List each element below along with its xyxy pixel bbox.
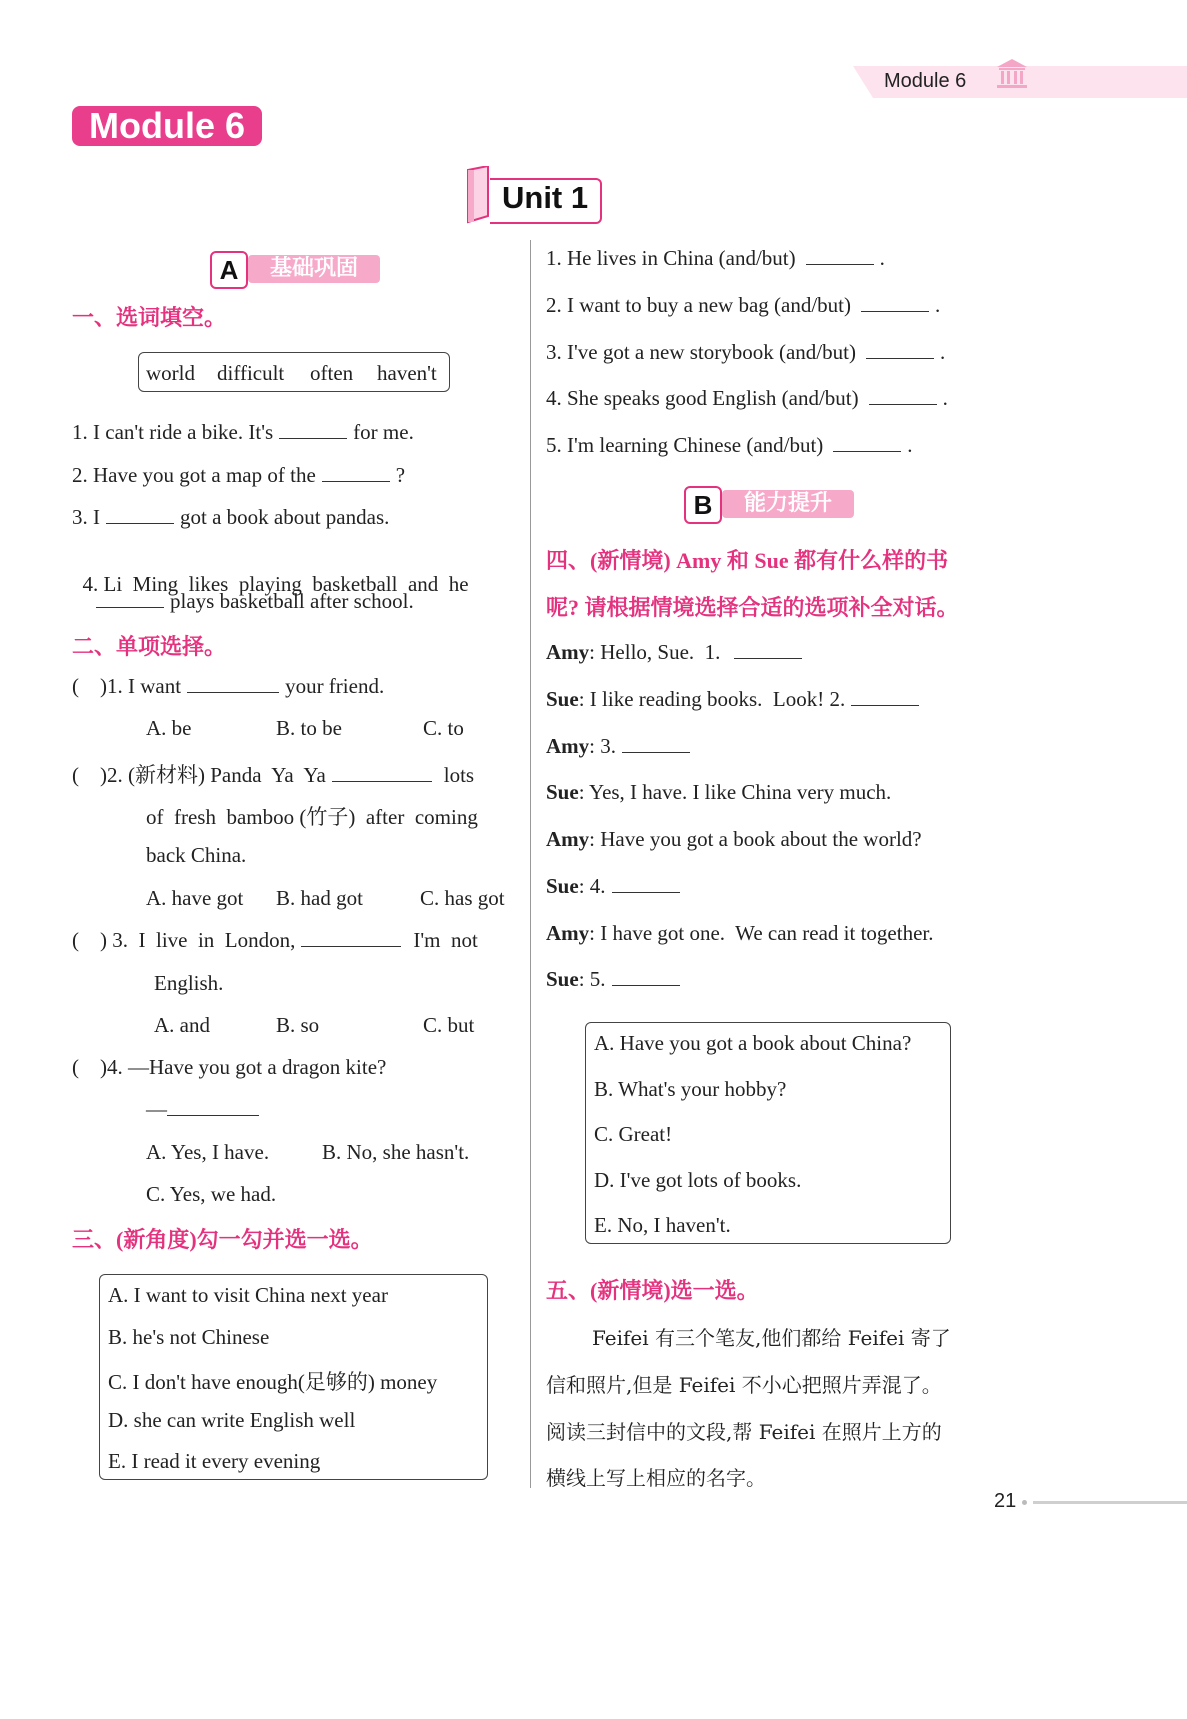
right-item-text: 3. I've got a new storybook (and/but) (546, 340, 856, 364)
word-bank-word: difficult (217, 361, 285, 385)
answer-blank[interactable] (279, 437, 347, 439)
dialogue-text: 4. (589, 874, 606, 898)
q3-option[interactable]: D. she can write English well (108, 1408, 356, 1432)
q2-item-4 (72, 1055, 386, 1080)
page-number-rule (1033, 1501, 1187, 1504)
q3-option[interactable]: C. I don't have enough(足够的) money (108, 1370, 438, 1394)
answer-blank[interactable] (322, 480, 390, 482)
module-tab-label: Module 6 (884, 70, 967, 92)
option[interactable]: B. had got (276, 886, 363, 910)
q2-item-text: lots (443, 763, 475, 787)
q1-item-4-cont (90, 589, 414, 614)
q1-item-text: for me. (353, 420, 414, 444)
option[interactable]: B. No, she hasn't. (322, 1140, 470, 1164)
dialogue-line: Amy: 3. (546, 734, 696, 759)
q2-item-4-cont (146, 1097, 265, 1122)
answer-paren[interactable]: ( (72, 674, 100, 698)
q5-paragraph: Feifei 有三个笔友,他们都给 Feifei 寄了 (592, 1326, 951, 1350)
option[interactable]: C. Yes, we had. (146, 1182, 277, 1206)
section-b-letter: B (684, 486, 722, 524)
q1-item-text: 4. Li Ming likes playing basketball and he (82, 572, 469, 596)
option[interactable]: A. be (146, 716, 192, 740)
q4-heading: 四、(新情境) Amy 和 Sue 都有什么样的书 (546, 548, 949, 573)
q2-item-text: your friend. (285, 674, 385, 698)
dialogue-text: I like reading books. Look! 2. (589, 687, 846, 711)
answer-blank[interactable] (861, 310, 929, 312)
speaker: Amy (546, 921, 590, 945)
q3-heading: 三、(新角度)勾一勾并选一选。 (72, 1227, 373, 1252)
option[interactable]: A. and (154, 1013, 210, 1037)
right-item-text: . (935, 293, 941, 317)
dialogue-text: Have you got a book about the world? (600, 827, 922, 851)
q4-option[interactable]: A. Have you got a book about China? (594, 1031, 912, 1055)
q2-item-1 (72, 674, 384, 699)
q1-item-text: got a book about pandas. (180, 505, 390, 529)
answer-paren[interactable]: ( (72, 1055, 100, 1079)
section-b-badge (684, 488, 854, 518)
q1-item-text: 2. Have you got a map of the (72, 463, 316, 487)
dialogue-line: Sue: Yes, I have. I like China very much. (546, 780, 892, 804)
right-item-text: . (942, 386, 948, 410)
q2-item-text: I'm not (413, 928, 478, 952)
answer-blank[interactable] (866, 357, 934, 359)
right-item-5 (546, 433, 913, 458)
speaker: Amy (546, 734, 590, 758)
dialogue-line: Amy: Hello, Sue. 1. (546, 640, 808, 665)
answer-blank[interactable] (332, 780, 432, 782)
dialogue-line: Amy: I have got one. We can read it together. (546, 921, 934, 945)
section-b-label: 能力提升 (722, 490, 854, 518)
dialogue-text: 5. (589, 967, 606, 991)
option[interactable]: C. but (423, 1013, 475, 1037)
answer-blank[interactable] (734, 657, 802, 659)
q1-item-text: 3. I (72, 505, 100, 529)
module-title (72, 106, 262, 146)
q3-option[interactable]: B. he's not Chinese (108, 1325, 270, 1349)
q2-item-text: — (146, 1097, 167, 1121)
dialogue-line: Sue: 5. (546, 967, 686, 992)
module-title-text: Module 6 (88, 105, 245, 146)
right-item-2 (546, 293, 940, 318)
q2-item-text: )4. —Have you got a dragon kite? (100, 1055, 387, 1079)
q4-option[interactable]: E. No, I haven't. (594, 1213, 731, 1237)
right-item-text: 2. I want to buy a new bag (and/but) (546, 293, 852, 317)
q4-option[interactable]: C. Great! (594, 1122, 673, 1146)
q5-paragraph: 横线上写上相应的名字。 (546, 1466, 766, 1490)
museum-icon (994, 56, 1030, 92)
speaker: Amy (546, 640, 590, 664)
page-number-dot (1022, 1500, 1027, 1505)
q2-item-2-cont: of fresh bamboo (竹子) after coming (146, 805, 478, 829)
section-a-badge (210, 253, 380, 283)
answer-blank[interactable] (301, 945, 401, 947)
q5-heading: 五、(新情境)选一选。 (546, 1278, 759, 1303)
q2-item-2 (72, 759, 474, 789)
q2-item-text: )1. I want (100, 674, 182, 698)
answer-blank[interactable] (187, 691, 279, 693)
answer-blank[interactable] (806, 263, 874, 265)
q2-item-3-cont: English. (154, 971, 224, 995)
word-bank-word: often (310, 361, 354, 385)
dialogue-text: Yes, I have. I like China very much. (589, 780, 892, 804)
dialogue-text: 3. (600, 734, 617, 758)
q3-option[interactable]: A. I want to visit China next year (108, 1283, 388, 1307)
right-item-text: 1. He lives in China (and/but) (546, 246, 796, 270)
page-number: 21 (994, 1490, 1017, 1512)
q3-option[interactable]: E. I read it every evening (108, 1449, 321, 1473)
q5-paragraph: 信和照片,但是 Feifei 不小心把照片弄混了。 (546, 1373, 942, 1397)
dialogue-line: Sue: I like reading books. Look! 2. (546, 687, 925, 712)
section-a-label: 基础巩固 (248, 255, 380, 283)
answer-paren[interactable]: ( (72, 928, 100, 952)
option[interactable]: C. has got (420, 886, 505, 910)
q1-item-text: 1. I can't ride a bike. It's (72, 420, 274, 444)
q1-item-2 (72, 463, 405, 488)
q1-item-1 (72, 420, 414, 445)
right-item-text: 5. I'm learning Chinese (and/but) (546, 433, 824, 457)
option[interactable]: A. Yes, I have. (146, 1140, 270, 1164)
speaker: Amy (546, 827, 590, 851)
speaker: Sue (546, 780, 579, 804)
speaker: Sue (546, 687, 579, 711)
section-a-letter: A (210, 251, 248, 289)
answer-blank[interactable] (96, 606, 164, 608)
right-item-text: . (879, 246, 885, 270)
right-item-3 (546, 340, 945, 365)
q2-item-text: ) 3. I live in London, (100, 928, 296, 952)
q2-item-2-cont: back China. (146, 843, 247, 867)
word-bank-word: world (146, 361, 195, 385)
q4-heading-cont: 呢? 请根据情境选择合适的选项补全对话。 (546, 595, 959, 620)
answer-blank[interactable] (106, 522, 174, 524)
q1-item-3 (72, 505, 389, 530)
dialogue-text: I have got one. We can read it together. (600, 921, 934, 945)
option[interactable]: C. to (423, 716, 464, 740)
option[interactable]: A. have got (146, 886, 244, 910)
q5-paragraph: 阅读三封信中的文段,帮 Feifei 在照片上方的 (546, 1420, 942, 1444)
q1-heading: 一、选词填空。 (72, 305, 227, 330)
speaker: Sue (546, 874, 579, 898)
right-item-text: . (907, 433, 913, 457)
q1-item-text: plays basketball after school. (170, 589, 414, 613)
right-item-4 (546, 386, 948, 411)
right-item-text: . (939, 340, 946, 364)
answer-blank[interactable] (612, 984, 680, 986)
answer-blank[interactable] (167, 1114, 259, 1116)
answer-blank[interactable] (612, 891, 680, 893)
q2-item-3 (72, 928, 478, 953)
q4-option[interactable]: B. What's your hobby? (594, 1077, 787, 1101)
right-item-text: 4. She speaks good English (and/but) (546, 386, 859, 410)
answer-paren[interactable]: ( (72, 763, 100, 787)
dialogue-text: Hello, Sue. 1. (600, 640, 721, 664)
option[interactable]: B. to be (276, 716, 342, 740)
answer-blank[interactable] (833, 450, 901, 452)
q1-item-text: ? (395, 463, 406, 487)
answer-blank[interactable] (869, 403, 937, 405)
answer-blank[interactable] (851, 704, 919, 706)
dialogue-line: Sue: 4. (546, 874, 686, 899)
word-bank-word: haven't (377, 361, 437, 385)
right-item-1 (546, 246, 885, 271)
q2-item-text: )2. (新材料) Panda Ya Ya (100, 763, 326, 787)
q4-option[interactable]: D. I've got lots of books. (594, 1168, 802, 1192)
option[interactable]: B. so (276, 1013, 320, 1037)
dialogue-line: Amy: Have you got a book about the world? (546, 827, 922, 851)
unit-title: Unit 1 (502, 180, 589, 215)
q2-heading: 二、单项选择。 (72, 634, 227, 659)
speaker: Sue (546, 967, 579, 991)
answer-blank[interactable] (622, 751, 690, 753)
column-divider (530, 240, 531, 1488)
